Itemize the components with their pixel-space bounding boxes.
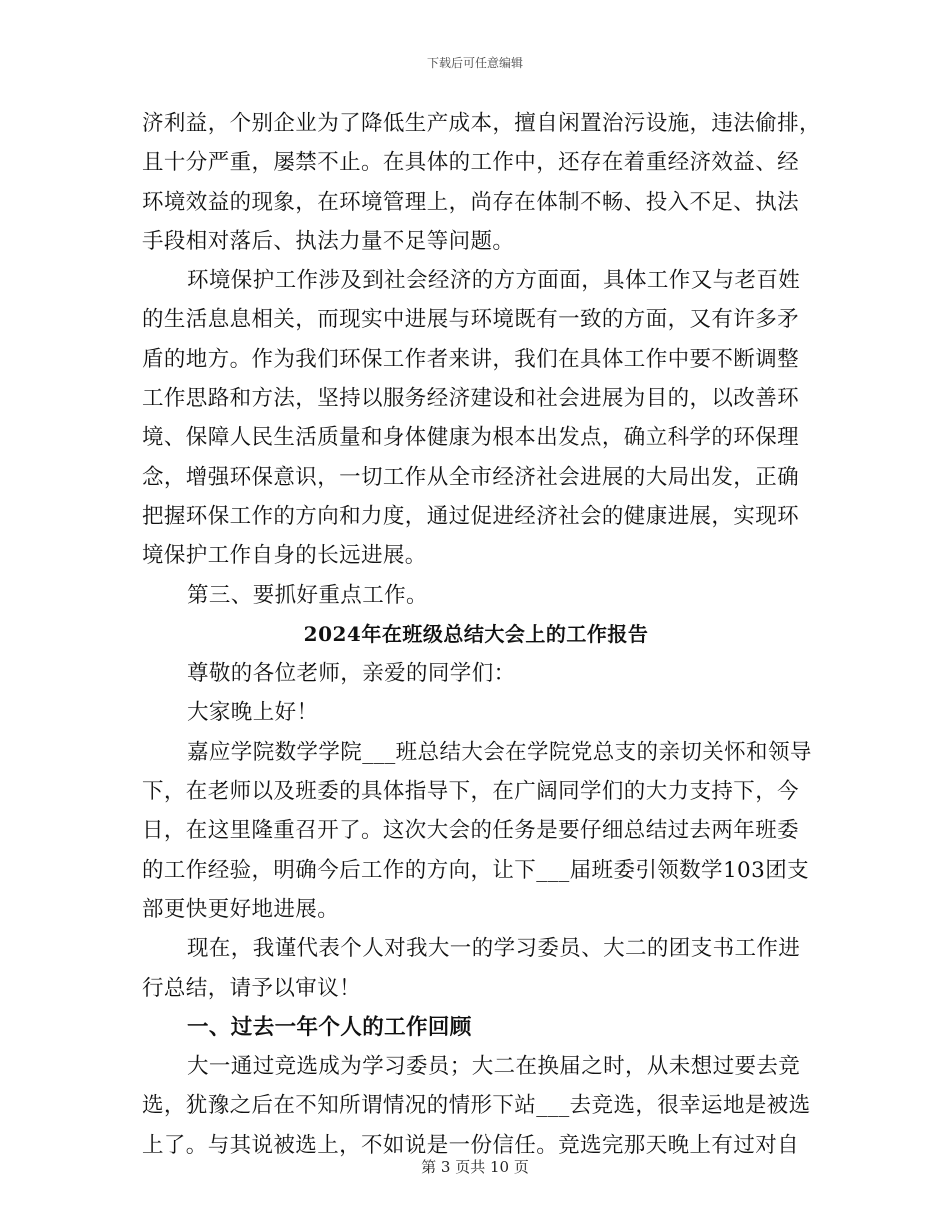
text-line: 环境保护工作涉及到社会经济的方方面面，具体工作又与老百姓 [187, 268, 801, 294]
text-line: 大家晚上好！ [187, 700, 319, 726]
document-body [142, 104, 821, 1165]
text-line: 第三、要抓好重点工作。 [187, 582, 428, 608]
text-line: 念，增强环保意识，一切工作从全市经济社会进展的大局出发，正确 [142, 464, 800, 490]
text-line: 把握环保工作的方向和力度，通过促进经济社会的健康进展，实现环 [142, 503, 800, 529]
text-line: 工作思路和方法，坚持以服务经济建设和社会进展为目的，以改善环 [142, 386, 800, 412]
text-line: 环境效益的现象，在环境管理上，尚存在体制不畅、投入不足、执法 [142, 189, 800, 215]
text-line: 济利益，个别企业为了降低生产成本，擅自闲置治污设施，违法偷排， [142, 111, 821, 136]
text-line: 的生活息息相关，而现实中进展与环境既有一致的方面，又有许多矛 [142, 307, 800, 333]
text-line: 境、保障人民生活质量和身体健康为根本出发点，确立科学的环保理 [142, 425, 800, 451]
text-line: 嘉应学院数学学院___班总结大会在学院党总支的亲切关怀和领导 [187, 739, 812, 765]
text-line: 且十分严重，屡禁不止。在具体的工作中，还存在着重经济效益、经 [142, 150, 800, 176]
text-line: 手段相对落后、执法力量不足等问题。 [142, 228, 515, 254]
page-header: 下载后可任意编辑 [426, 56, 523, 70]
text-line: 选，犹豫之后在不知所谓情况的情形下站___去竞选，很幸运地是被选 [142, 1093, 811, 1119]
page-footer: 第 3 页共 10 页 [421, 1158, 529, 1176]
text-line: 上了。与其说被选上，不如说是一份信任。竞选完那天晚上有过对自 [142, 1132, 800, 1158]
text-line: 尊敬的各位老师，亲爱的同学们： [187, 661, 516, 687]
text-line: 部更快更好地进展。 [142, 896, 340, 922]
section-heading: 一、过去一年个人的工作回顾 [187, 1014, 472, 1040]
text-line: 大一通过竞选成为学习委员；大二在换届之时，从未想过要去竞 [187, 1054, 801, 1080]
text-line: 境保护工作自身的长远进展。 [142, 543, 427, 569]
text-line: 现在，我谨代表个人对我大一的学习委员、大二的团支书工作进 [187, 936, 801, 962]
section-title: 2024年在班级总结大会上的工作报告 [303, 621, 649, 646]
text-line: 盾的地方。作为我们环保工作者来讲，我们在具体工作中要不断调整 [142, 346, 800, 372]
text-line: 下，在老师以及班委的具体指导下，在广阔同学们的大力支持下，今 [142, 779, 800, 805]
text-line: 日，在这里隆重召开了。这次大会的任务是要仔细总结过去两年班委 [142, 818, 800, 844]
text-line: 的工作经验，明确今后工作的方向，让下___届班委引领数学103团支 [142, 857, 809, 883]
text-line: 行总结，请予以审议！ [142, 975, 362, 1001]
